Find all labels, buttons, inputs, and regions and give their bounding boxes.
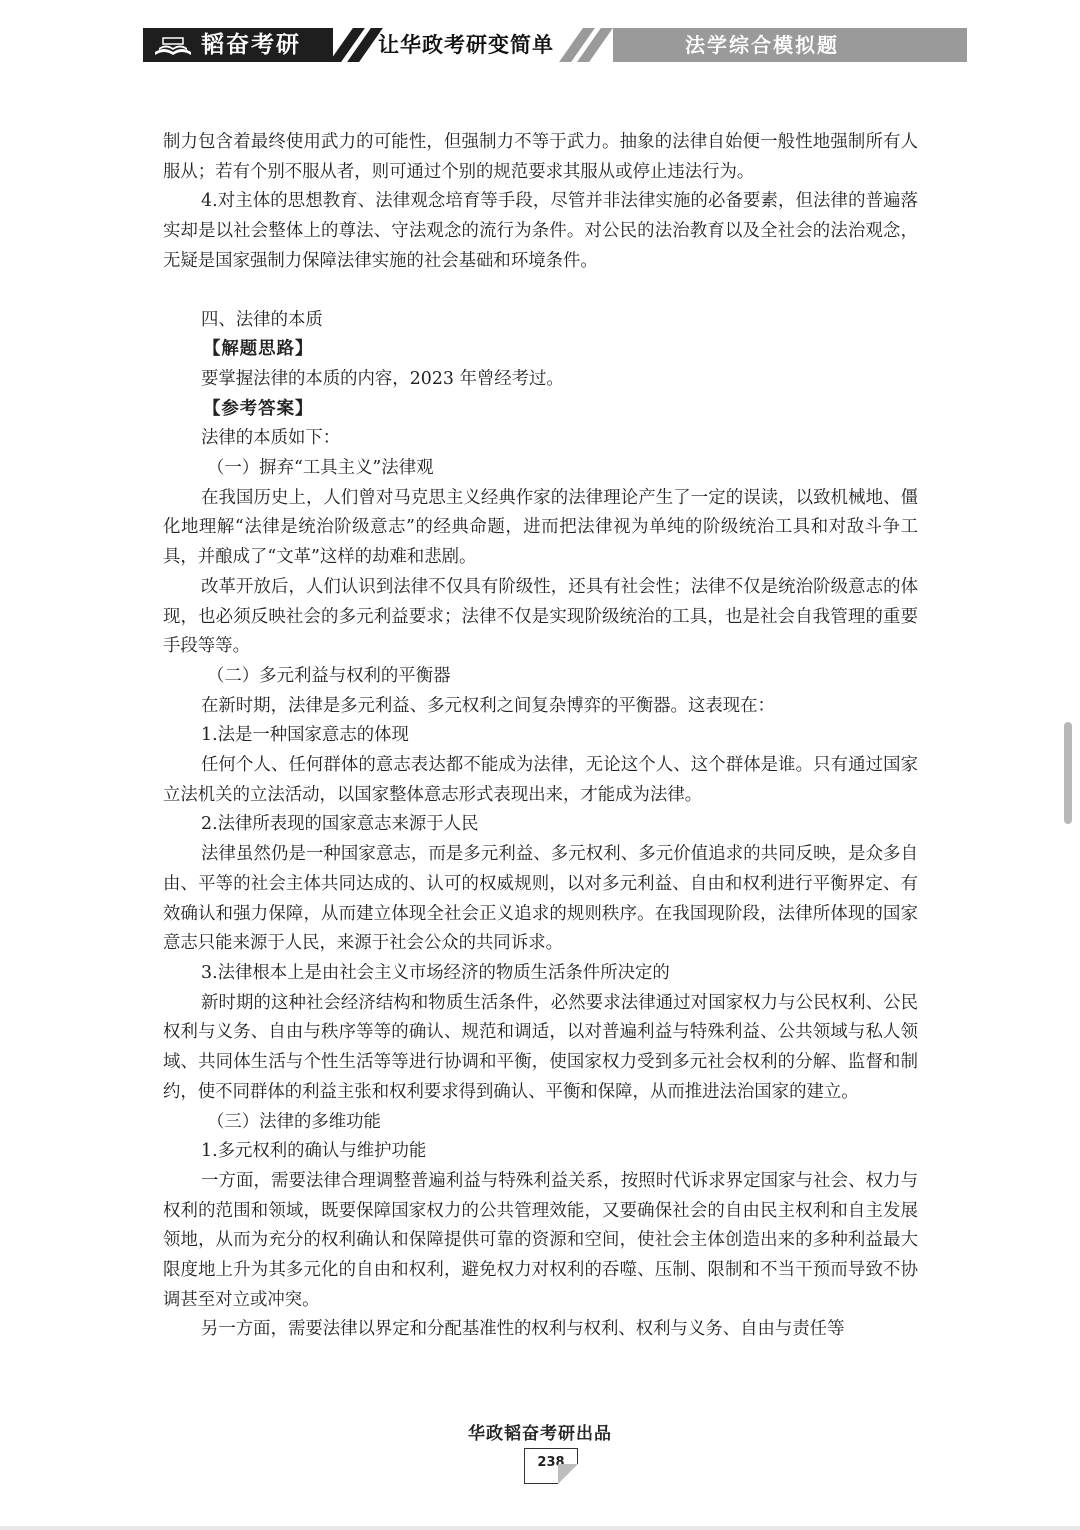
body-paragraph: 新时期的这种社会经济结构和物质生活条件，必然要求法律通过对国家权力与公民权利、公民权利与义务、自由与秩序等等的确认、规范和调适，以对普遍利益与特殊利益、公共领域与私人领域、共同体生活与个性生活等等进行协调和平衡，使国家权力受到多元社会权利的分解、监督和制约，使不同群体的利益主张和权利要求得到确认、平衡和保障，从而推进法治国家的建立。 bbox=[163, 992, 918, 1102]
body-paragraph: 另一方面，需要法律以界定和分配基准性的权利与权利、权利与义务、自由与责任等 bbox=[201, 1319, 845, 1340]
body-paragraph: 1.法是一种国家意志的体现 bbox=[201, 725, 409, 746]
body-paragraph: （三）法律的多维功能 bbox=[207, 1111, 381, 1132]
bottom-divider bbox=[0, 1526, 1080, 1530]
section-tag: 【解题思路】 bbox=[203, 339, 314, 360]
page-number: 238 bbox=[537, 1455, 565, 1470]
body-paragraph: 1.多元权利的确认与维护功能 bbox=[201, 1141, 427, 1162]
body-paragraph: 4.对主体的思想教育、法律观念培育等手段，尽管并非法律实施的必备要素，但法律的普遍落实却是以社会整体上的尊法、守法观念的流行为条件。对公民的法治教育以及全社会的法治观念，无疑是国家强制力保障法律实施的社会基础和环境条件。 bbox=[163, 191, 918, 271]
page-header bbox=[143, 28, 967, 62]
body-paragraph: 3.法律根本上是由社会主义市场经济的物质生活条件所决定的 bbox=[201, 962, 670, 983]
section-title: 法学综合模拟题 bbox=[685, 33, 839, 57]
body-paragraph: 在我国历史上，人们曾对马克思主义经典作家的法律理论产生了一定的误读，以致机械地、僵化地理解“法律是统治阶级意志”的经典命题，进而把法律视为单纯的阶级统治工具和对敌斗争工具，并酿成了“文革”这样的劫难和悲剧。 bbox=[163, 487, 918, 568]
body-paragraph: 一方面，需要法律合理调整普遍利益与特殊利益关系，按照时代诉求界定国家与社会、权力与权利的范围和领域，既要保障国家权力的公共管理效能，又要确保社会的自由民主权利和自主发展领地，从而为充分的权利确认和保障提供可靠的资源和空间，使社会主体创造出来的多种利益最大限度地上升为其多元化的自由和权利，避免权力对权利的吞噬、压制、限制和不当干预而导致不协调甚至对立或冲突。 bbox=[163, 1170, 918, 1310]
body-paragraph: 任何个人、任何群体的意志表达都不能成为法律，无论这个人、这个群体是谁。只有通过国家立法机关的立法活动，以国家整体意志形式表现出来，才能成为法律。 bbox=[163, 755, 918, 805]
body-paragraph: 法律的本质如下： bbox=[201, 428, 341, 449]
section-title-block bbox=[613, 28, 967, 62]
page-number-box bbox=[524, 1448, 578, 1484]
body-paragraph: 在新时期，法律是多元利益、多元权利之间复杂博弈的平衡器。这表现在： bbox=[201, 695, 775, 716]
body-paragraph: 改革开放后，人们认识到法律不仅具有阶级性，还具有社会性；法律不仅是统治阶级意志的体现，也必须反映社会的多元利益要求；法律不仅是实现阶级统治的工具，也是社会自我管理的重要手段等等。 bbox=[163, 576, 918, 657]
brand-block bbox=[143, 28, 333, 62]
brand-name: 韬奋考研 bbox=[201, 32, 301, 58]
body-paragraph: 制力包含着最终使用武力的可能性，但强制力不等于武力。抽象的法律自始便一般性地强制所有人服从；若有个别不服从者，则可通过个别的规范要求其服从或停止违法行为。 bbox=[163, 132, 918, 182]
body-paragraph: 2.法律所表现的国家意志来源于人民 bbox=[201, 814, 479, 835]
body-paragraph: （二）多元利益与权利的平衡器 bbox=[207, 665, 451, 686]
section-tag: 【参考答案】 bbox=[203, 398, 314, 419]
page-body bbox=[163, 128, 918, 1345]
body-paragraph: 要掌握法律的本质的内容，2023 年曾经考过。 bbox=[201, 368, 564, 389]
body-paragraph: 四、法律的本质 bbox=[201, 309, 323, 330]
book-logo-icon bbox=[153, 34, 193, 56]
body-paragraph: （一）摒弃“工具主义”法律观 bbox=[207, 458, 434, 479]
header-slogan: 让华政考研变简单 bbox=[378, 33, 554, 57]
vertical-scrollbar[interactable] bbox=[1064, 722, 1072, 824]
publisher-footer: 华政韬奋考研出品 bbox=[468, 1424, 612, 1444]
body-paragraph: 法律虽然仍是一种国家意志，而是多元利益、多元权利、多元价值追求的共同反映，是众多自由、平等的社会主体共同达成的、认可的权威规则，以对多元利益、自由和权利进行平衡界定、有效确认和强力保障，从而建立体现全社会正义追求的规则秩序。在我国现阶段，法律所体现的国家意志只能来源于人民，来源于社会公众的共同诉求。 bbox=[163, 844, 918, 954]
